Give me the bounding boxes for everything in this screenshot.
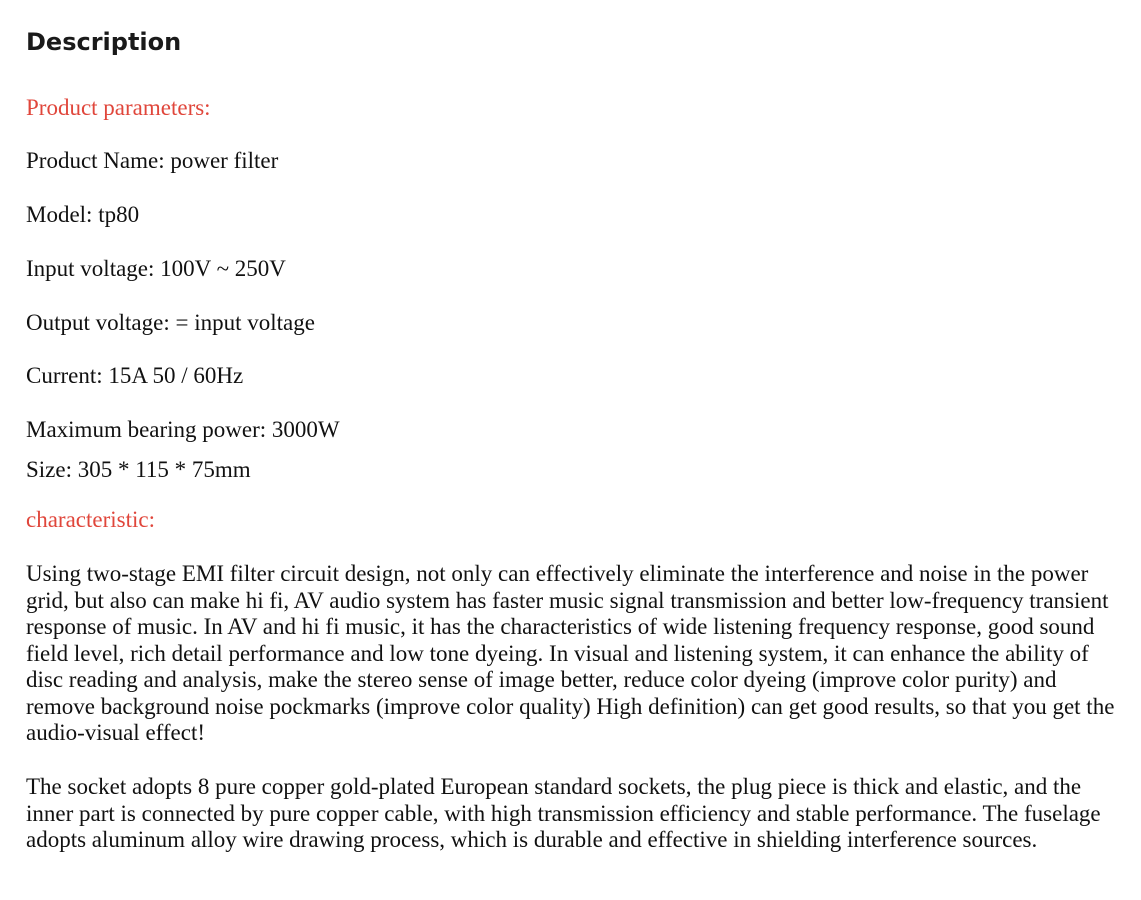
characteristic-title: characteristic: bbox=[26, 507, 155, 532]
characteristic-paragraph-2: The socket adopts 8 pure copper gold-plated European standard sockets, the plug piece is thick and elastic, and the inner part is connected by pure copper cable, with high transmission efficiency and stable performance. The fuselage adopts aluminum alloy wire drawing process, which is durable and effective in shielding interference sources. bbox=[26, 774, 1101, 852]
parameters-title: Product parameters: bbox=[26, 95, 211, 120]
param-input-voltage: Input voltage: 100V ~ 250V bbox=[26, 256, 286, 281]
param-current: Current: 15A 50 / 60Hz bbox=[26, 363, 244, 388]
characteristic-paragraph-1: Using two-stage EMI filter circuit design, not only can effectively eliminate the interference and noise in the power grid, but also can make hi fi, AV audio system has faster music signal transmission and better low-frequency transient response of music. In AV and hi fi music, it has the characteristics of wide listening frequency response, good sound field level, rich detail performance and low tone dyeing. In visual and listening system, it can enhance the ability of disc reading and analysis, make the stereo sense of image better, reduce color dyeing (improve color purity) and remove background noise pockmarks (improve color quality) High definition) can get good results, so that you get the audio-visual effect! bbox=[26, 561, 1115, 745]
param-output-voltage: Output voltage: = input voltage bbox=[26, 310, 315, 335]
param-size: Size: 305 * 115 * 75mm bbox=[26, 457, 251, 482]
section-heading: Description bbox=[26, 28, 182, 56]
param-max-power: Maximum bearing power: 3000W bbox=[26, 417, 340, 442]
param-model: Model: tp80 bbox=[26, 202, 140, 227]
param-product-name: Product Name: power filter bbox=[26, 148, 279, 173]
